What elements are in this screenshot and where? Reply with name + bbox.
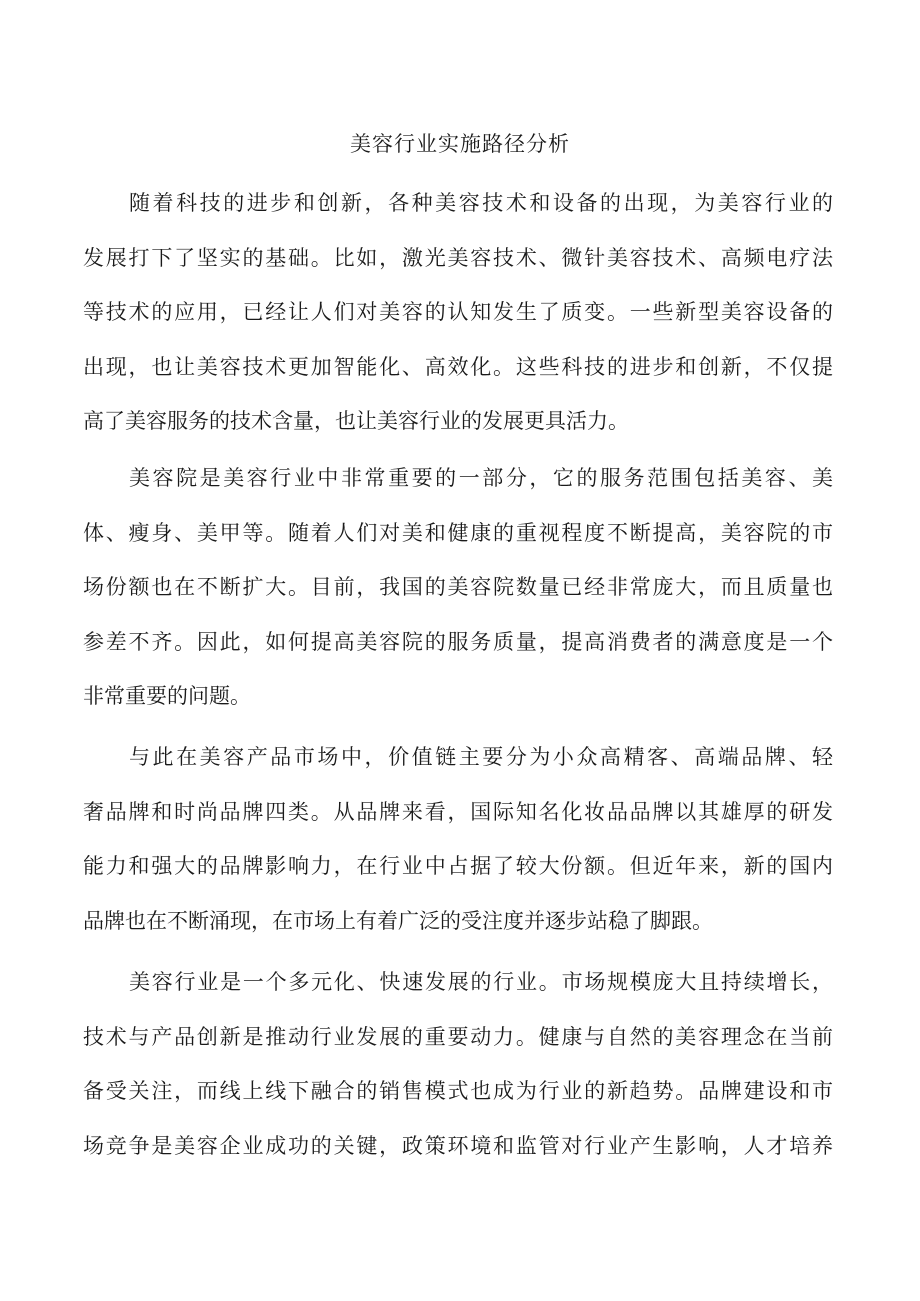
paragraph-industry-summary — [83, 955, 833, 1173]
paragraph-line: 发展打下了坚实的基础。比如，激光美容技术、微针美容技术、高频电疗法 — [83, 245, 833, 270]
paragraph-technology — [83, 176, 833, 449]
paragraph-line: 出现，也让美容技术更加智能化、高效化。这些科技的进步和创新，不仅提 — [83, 354, 833, 379]
paragraph-line: 随着科技的进步和创新，各种美容技术和设备的出现，为美容行业的 — [129, 191, 833, 215]
paragraph-line: 技术与产品创新是推动行业发展的重要动力。健康与自然的美容理念在当前 — [83, 1024, 833, 1049]
paragraph-line: 备受关注，而线上线下融合的销售模式也成为行业的新趋势。品牌建设和市 — [83, 1079, 833, 1103]
paragraph-line: 体、瘦身、美甲等。随着人们对美和健康的重视程度不断提高，美容院的市 — [83, 520, 833, 545]
paragraph-line: 与此在美容产品市场中，价值链主要分为小众高精客、高端品牌、轻 — [129, 745, 833, 769]
paragraph-line: 品牌也在不断涌现，在市场上有着广泛的受注度并逐步站稳了脚跟。 — [83, 908, 713, 933]
paragraph-product-market — [83, 730, 833, 948]
paragraph-beauty-salon — [83, 451, 833, 724]
paragraph-line: 非常重要的问题。 — [83, 684, 251, 708]
paragraph-line: 场份额也在不断扩大。目前，我国的美容院数量已经非常庞大，而且质量也 — [83, 575, 833, 599]
paragraph-line: 参差不齐。因此，如何提高美容院的服务质量，提高消费者的满意度是一个 — [83, 629, 833, 654]
paragraph-line: 高了美容服务的技术含量，也让美容行业的发展更具活力。 — [83, 409, 629, 433]
paragraph-line: 等技术的应用，已经让人们对美容的认知发生了质变。一些新型美容设备的 — [83, 300, 833, 324]
paragraph-line: 场竞争是美容企业成功的关键，政策环境和监管对行业产生影响，人才培养 — [83, 1133, 833, 1158]
paragraph-line: 奢品牌和时尚品牌四类。从品牌来看，国际知名化妆品品牌以其雄厚的研发 — [83, 799, 833, 824]
document-title: 美容行业实施路径分析 — [350, 132, 570, 156]
paragraph-line: 美容院是美容行业中非常重要的一部分，它的服务范围包括美容、美 — [129, 466, 833, 490]
paragraph-line: 能力和强大的品牌影响力，在行业中占据了较大份额。但近年来，新的国内 — [83, 854, 833, 878]
paragraph-line: 美容行业是一个多元化、快速发展的行业。市场规模庞大且持续增长， — [129, 970, 833, 994]
